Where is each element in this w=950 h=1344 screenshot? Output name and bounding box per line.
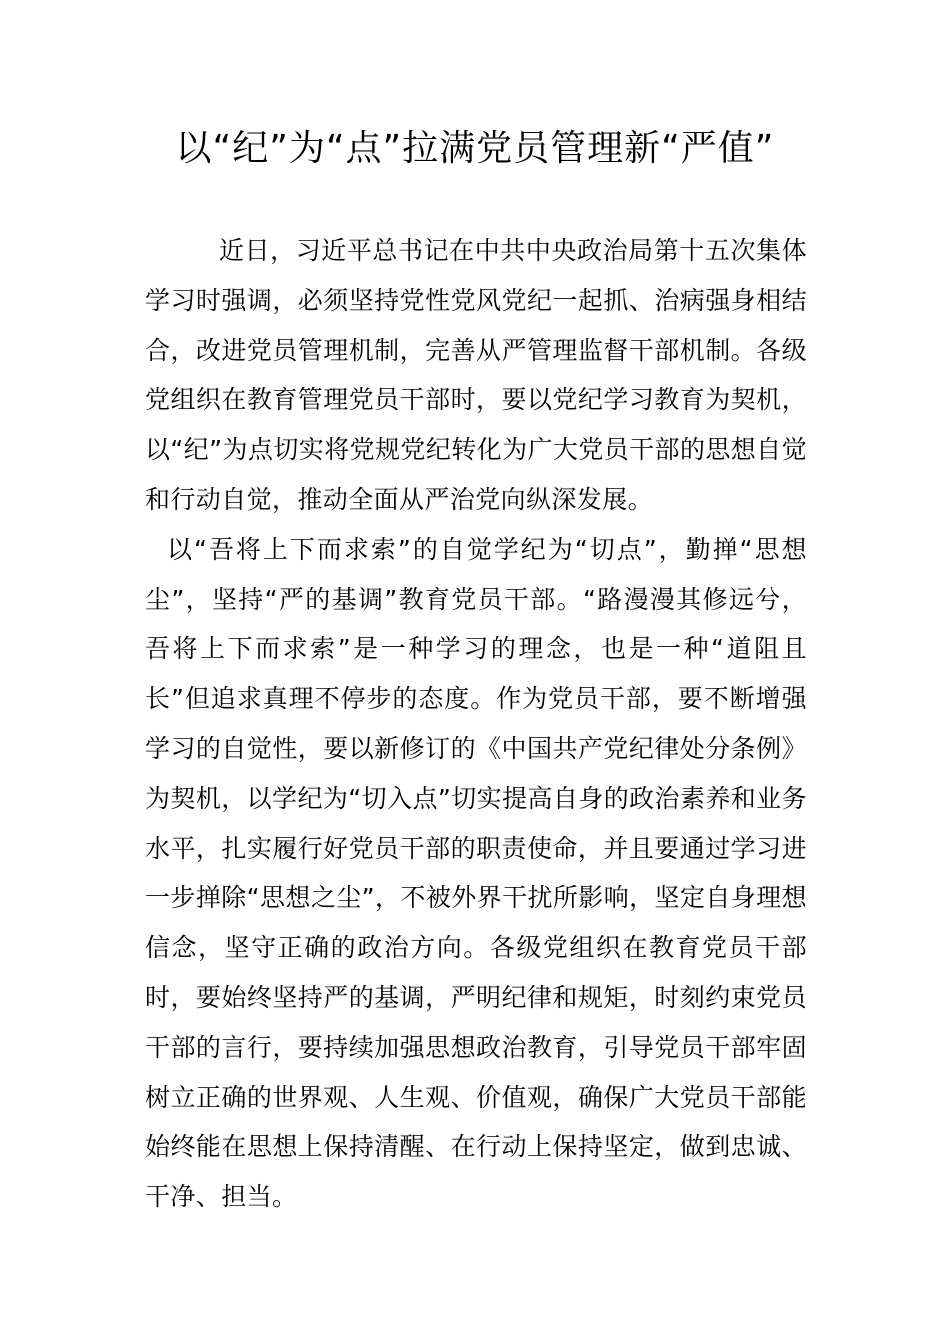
paragraph-intro: 近日，习近平总书记在中共中央政治局第十五次集体学习时强调，必须坚持党性党风党纪一起抓、治病强身相结合，改进党员管理机制，完善从严管理监督干部机制。各级党组织在教育管理党员干部时，要以党纪学习教育为契机，以“纪”为点切实将党规党纪转化为广大党员干部的思想自觉和行动自觉，推动全面从严治党向纵深发展。 [145, 236, 807, 514]
document-body [145, 226, 807, 1222]
document-title: 以“纪”为“点”拉满党员管理新“严值” [175, 128, 775, 169]
paragraph-section-one: 以“吾将上下而求索”的自觉学纪为“切点”，勤掸“思想尘”，坚持“严的基调”教育党员干部。“路漫漫其修远兮，吾将上下而求索”是一种学习的理念，也是一种“道阻且长”但追求真理不停步的态度。作为党员干部，要不断增强学习的自觉性，要以新修订的《中国共产党纪律处分条例》为契机，以学纪为“切入点”切实提高自身的政治素养和业务水平，扎实履行好党员干部的职责使命，并且要通过学习进一步掸除“思想之尘”，不被外界干扰所影响，坚定自身理想信念，坚守正确的政治方向。各级党组织在教育党员干部时，要始终坚持严的基调，严明纪律和规矩，时刻约束党员干部的言行，要持续加强思想政治教育，引导党员干部牢固树立正确的世界观、人生观、价值观，确保广大党员干部能始终能在思想上保持清醒、在行动上保持坚定，做到忠诚、干净、担当。 [145, 534, 807, 1212]
